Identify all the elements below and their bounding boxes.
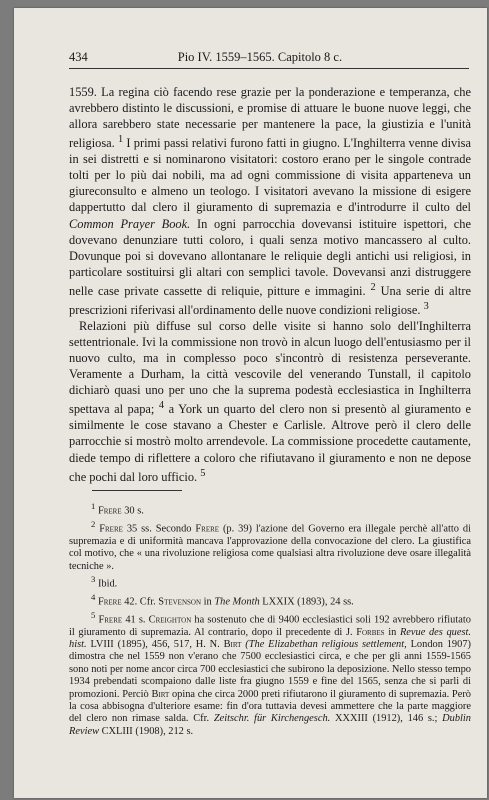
paragraph-1-part-a: 1559. La regina ciò facendo rese grazie per la ponderazione e temperanza, che avrebbero distinto le discussioni, e promise di attuare le buone nuove leggi, che allora sarebbero state necessarie per mantenere la pace, la giustizia e l'unità religiosa. [69,85,471,151]
footnote-2 [69,518,471,573]
footnote-4 [69,591,471,609]
footnote-number: 2 [91,518,96,529]
paragraph-1-part-d: Una serie di altre prescrizioni riferivasi all'ordinamento delle nuove condizioni religiose. [69,283,471,317]
footnote-number: 1 [91,501,96,511]
footnote-5 [69,609,471,739]
journal-title: Revue des quest. hist. [69,626,471,650]
footnote-separator [92,490,182,491]
footnote-text: in [203,596,212,608]
footnote-text: XXXIII (1912), 146 s.; [334,713,438,725]
author-name: Frere [99,523,123,535]
footnote-ref-4: 4 [158,400,165,412]
paragraph-1 [69,84,471,318]
footnote-1 [69,500,471,518]
author-name: Frere [98,614,123,626]
footnote-text: in [388,626,397,638]
paragraph-2-part-b: a York un quarto del clero non si presentò al giuramento e similmente le cose stavano a Chester e Carlisle. Altrove però il clero delle parrocchie si mostrò molto arrendevole. La commissione procedette cautamente, diede tempo di riflettere a coloro che rifiutavano il giuramento e non ne depose che pochi dal loro ufficio. [69,402,471,484]
footnote-text: Ibid. [97,578,118,590]
author-name: Frere [195,523,220,535]
author-name: Frere [97,505,122,517]
book-title: (The Elizabethan religious settlement, [245,639,407,650]
footnote-text: LXXIX (1893), 24 ss. [262,596,354,608]
paragraph-2 [69,318,471,485]
running-header [69,50,469,69]
footnote-text: 35 ss. Secondo [126,523,192,535]
footnotes [69,500,471,738]
journal-title: Dublin Review [69,713,471,737]
author-name: Frere [97,596,122,608]
footnote-text: 41 s. [125,614,146,626]
footnote-text: 30 s. [124,505,144,517]
footnote-ref-5: 5 [200,467,206,479]
page-number: 434 [69,50,88,64]
author-name: Stevenson [158,596,202,608]
footnote-number: 3 [91,573,96,584]
paragraph-1-part-b: I primi passi relativi furono fatti in giugno. L'Inghilterra venne divisa in sei distretti e si nominarono visitatori: costoro erano per le singole contrade tolti per lo più dai nobili, ma ad ogni commissione di visita apparteneva un giureconsulto e almeno un teologo. I visitatori avevano la missione di esigere dappertutto dal clero il giuramento di supremazia e d'introdurre il culto del [69,136,471,215]
author-name: Creighton [148,614,192,626]
footnote-ref-3: 3 [423,300,429,312]
footnote-text: 42. Cfr. [124,596,156,608]
book-page [14,8,487,798]
footnote-text: ha sostenuto che di 9400 ecclesiastici soli 192 avrebbero rifiutato il giuramento di supremazia. Al contrario, dopo il precedente di [69,614,471,638]
footnote-text: London 1907) dimostra che nel 1559 non v'erano che 7500 ecclesiastici circa, e che per gli anni 1559-1565 sono noti per nome ancor circa 700 ecclesiastici che subirono la deposizione. Nello stesso tempo 1934 prebendati scompaiono dalle liste fra giugno 1559 e fine del 1565, senza che si parli di promozioni. Perciò [69,639,471,700]
author-name: J. Forbes [345,626,385,638]
footnote-number: 5 [91,609,96,620]
footnote-number: 4 [91,591,96,602]
journal-title: The Month [214,596,260,608]
footnote-ref-2: 2 [370,281,376,293]
author-name: Birt [151,688,170,700]
footnote-3 [69,573,471,591]
footnote-text: LVIII (1895), 456, 517, H. N. [90,639,220,650]
journal-title: Zeitschr. für Kirchengesch. [213,713,331,725]
footnote-text: opina che circa 2000 preti rifiutarono il giuramento di supremazia. Però la cosa abbisogna d'ulteriore esame: fin d'ora tuttavia devesi ammettere che la parte maggiore del clero non rimase salda. Cfr. [69,688,471,725]
book-title-italic: Common Prayer Book. [69,216,191,231]
footnote-ref-1: 1 [118,134,124,146]
footnote-text: (p. 39) l'azione del Governo era illegale perchè all'atto di supremazia e di uniformità mancava l'approvazione della convocazione del clero. La giustifica col motivo, che « una rivoluzione religiosa come qualsiasi altra rivoluzione deve osare illegalità tecniche ». [69,523,471,572]
body-text [69,84,471,485]
footnote-text: CXLIII (1908), 212 s. [101,725,194,737]
running-title: Pio IV. 1559–1565. Capitolo 8 c. [177,50,343,64]
author-name: Birt [223,639,242,650]
paragraph-2-part-a: Relazioni più diffuse sul corso delle visite si hanno solo dell'Inghilterra settentrionale. Ivi la commissione non trovò in alcun luogo dell'entusiasmo per il nuovo culto, ma in complesso poco s'incontrò di resistenza perseverante. Veramente a Durham, la città vescovile del venerando Tunstall, il capitolo dichiarò quasi uno per uno che la suprema podestà ecclesiastica in Inghilterra spettava al papa; [69,319,471,417]
paragraph-1-part-c: In ogni parrocchia dovevansi istituire ispettori, che dovevano denunziare tutti coloro, i quali senza motivo mancassero al culto. Dovunque poi si dovevano allontanare le reliquie degli antichi usi religiosi, in particolare sostituirsi gli altari con semplici tavole. Dovevansi anzi distruggere nelle case private cassette di reliquie, pitture e immagini. [69,216,471,298]
